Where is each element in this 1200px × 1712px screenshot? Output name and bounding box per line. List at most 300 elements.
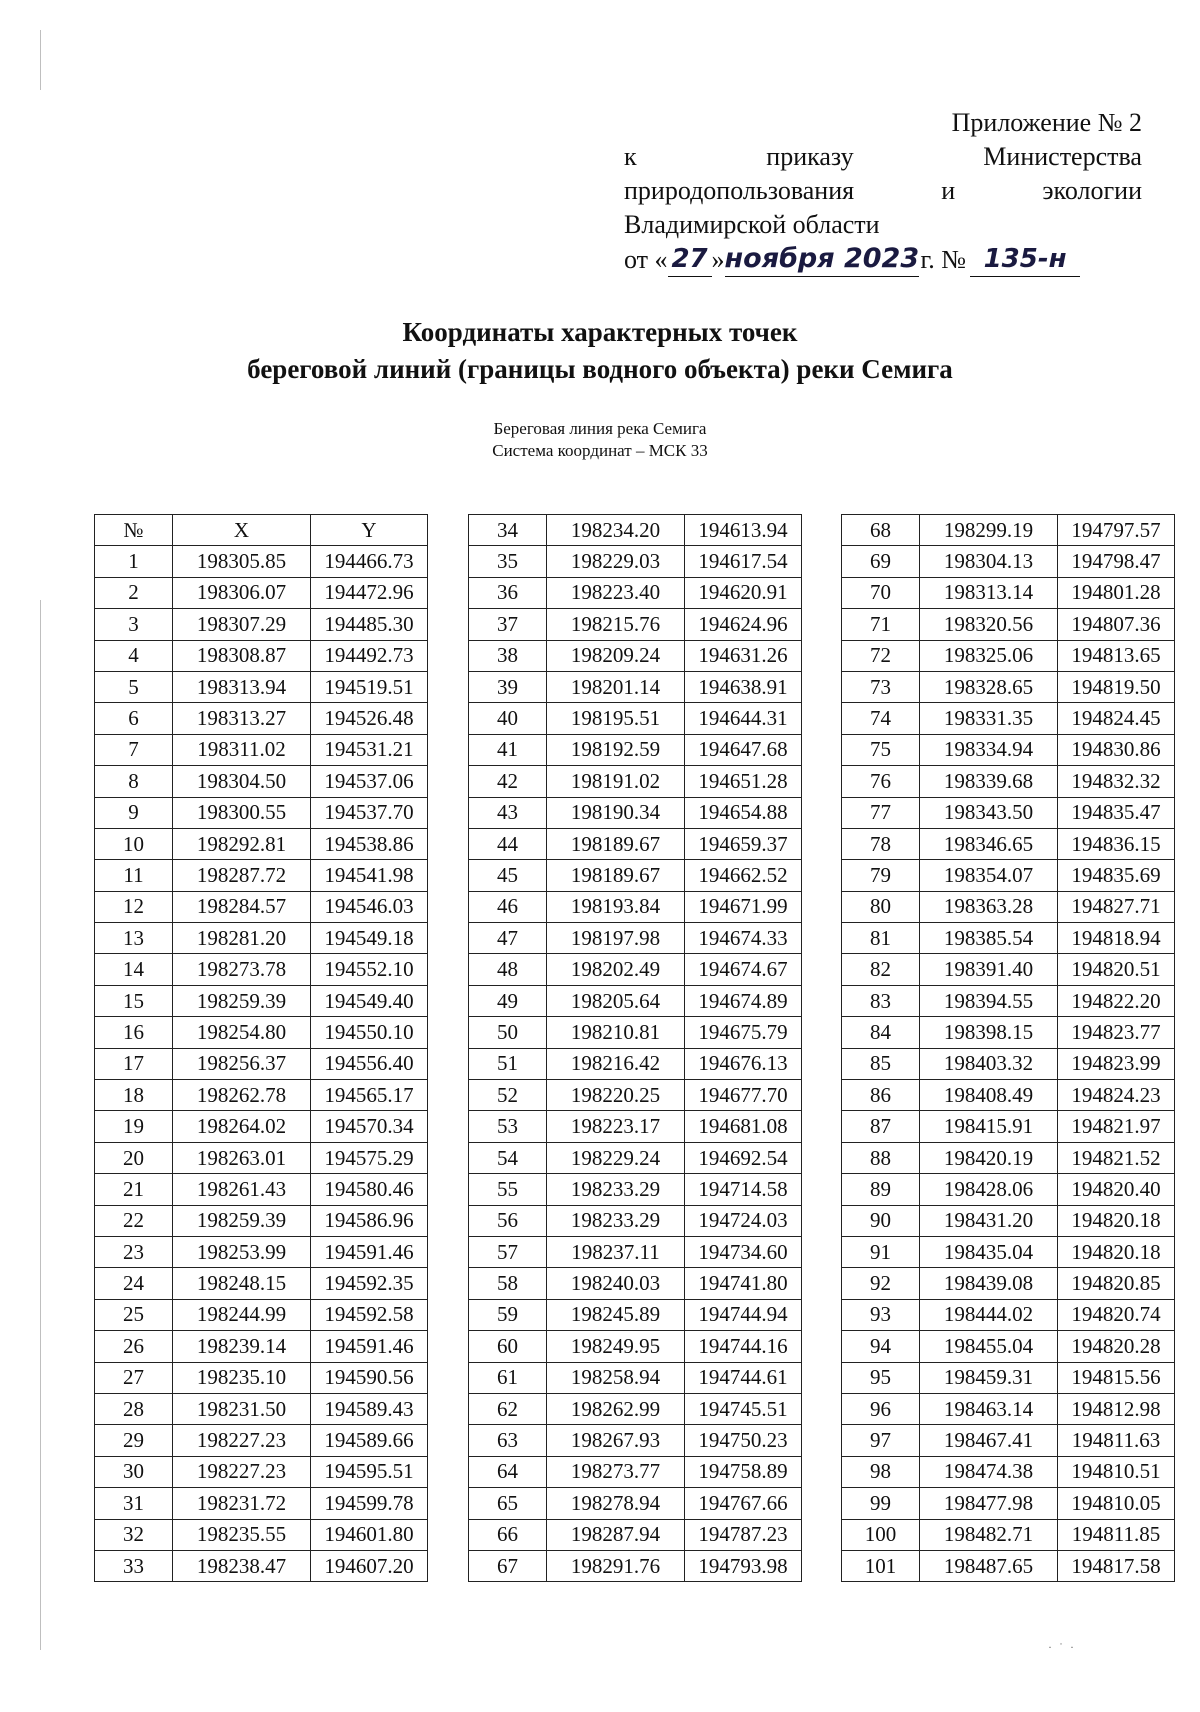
point-number: 9	[95, 797, 173, 828]
x-value: 198339.68	[920, 766, 1058, 797]
point-number: 12	[95, 891, 173, 922]
point-number: 72	[842, 640, 920, 671]
x-value: 198273.78	[173, 954, 311, 985]
point-number: 16	[95, 1017, 173, 1048]
x-value: 198253.99	[173, 1236, 311, 1267]
y-value: 194815.56	[1058, 1362, 1175, 1393]
y-value: 194674.33	[685, 923, 802, 954]
x-value: 198305.85	[173, 546, 311, 577]
y-value: 194677.70	[685, 1080, 802, 1111]
x-value: 198234.20	[547, 515, 685, 546]
table-row	[469, 1331, 802, 1362]
point-number: 62	[469, 1393, 547, 1424]
x-value: 198235.55	[173, 1519, 311, 1550]
x-value: 198463.14	[920, 1393, 1058, 1424]
x-value: 198262.99	[547, 1393, 685, 1424]
x-value: 198231.50	[173, 1393, 311, 1424]
scan-specks: · ˙ ·	[1048, 1640, 1076, 1654]
x-value: 198261.43	[173, 1174, 311, 1205]
point-number: 58	[469, 1268, 547, 1299]
point-number: 68	[842, 515, 920, 546]
coordinates-table-3	[841, 514, 1175, 1582]
point-number: 54	[469, 1142, 547, 1173]
x-value: 198385.54	[920, 923, 1058, 954]
point-number: 53	[469, 1111, 547, 1142]
y-value: 194692.54	[685, 1142, 802, 1173]
x-value: 198304.13	[920, 546, 1058, 577]
x-value: 198477.98	[920, 1488, 1058, 1519]
x-value: 198233.29	[547, 1174, 685, 1205]
table-row	[842, 828, 1175, 859]
point-number: 69	[842, 546, 920, 577]
table-row	[95, 1142, 428, 1173]
table-row	[842, 609, 1175, 640]
point-number: 19	[95, 1111, 173, 1142]
y-value: 194820.51	[1058, 954, 1175, 985]
point-number: 28	[95, 1393, 173, 1424]
point-number: 63	[469, 1425, 547, 1456]
table-row	[842, 1048, 1175, 1079]
y-value: 194821.52	[1058, 1142, 1175, 1173]
y-value: 194595.51	[311, 1456, 428, 1487]
table-row	[842, 1362, 1175, 1393]
x-value: 198420.19	[920, 1142, 1058, 1173]
point-number: 97	[842, 1425, 920, 1456]
table-row	[469, 1017, 802, 1048]
x-value: 198299.19	[920, 515, 1058, 546]
x-value: 198248.15	[173, 1268, 311, 1299]
table-row	[469, 1205, 802, 1236]
table-row	[469, 1048, 802, 1079]
y-value: 194546.03	[311, 891, 428, 922]
y-value: 194818.94	[1058, 923, 1175, 954]
y-value: 194538.86	[311, 828, 428, 859]
x-value: 198428.06	[920, 1174, 1058, 1205]
y-value: 194662.52	[685, 860, 802, 891]
x-value: 198254.80	[173, 1017, 311, 1048]
table-row	[469, 703, 802, 734]
y-value: 194793.98	[685, 1550, 802, 1581]
table-row	[842, 1488, 1175, 1519]
table-row	[842, 985, 1175, 1016]
table-row	[95, 1236, 428, 1267]
y-value: 194811.63	[1058, 1425, 1175, 1456]
point-number: 25	[95, 1299, 173, 1330]
point-number: 51	[469, 1048, 547, 1079]
point-number: 83	[842, 985, 920, 1016]
y-value: 194811.85	[1058, 1519, 1175, 1550]
x-value: 198292.81	[173, 828, 311, 859]
table-row	[842, 1236, 1175, 1267]
y-value: 194671.99	[685, 891, 802, 922]
table-row	[95, 828, 428, 859]
y-value: 194823.99	[1058, 1048, 1175, 1079]
point-number: 90	[842, 1205, 920, 1236]
y-value: 194590.56	[311, 1362, 428, 1393]
table-row	[469, 640, 802, 671]
table-row	[469, 577, 802, 608]
x-value: 198307.29	[173, 609, 311, 640]
point-number: 73	[842, 671, 920, 702]
x-value: 198259.39	[173, 985, 311, 1016]
table-row	[95, 1205, 428, 1236]
point-number: 34	[469, 515, 547, 546]
point-number: 55	[469, 1174, 547, 1205]
table-row	[842, 1519, 1175, 1550]
y-value: 194823.77	[1058, 1017, 1175, 1048]
x-value: 198431.20	[920, 1205, 1058, 1236]
point-number: 41	[469, 734, 547, 765]
point-number: 67	[469, 1550, 547, 1581]
y-value: 194580.46	[311, 1174, 428, 1205]
point-number: 47	[469, 923, 547, 954]
table-row	[95, 609, 428, 640]
y-value: 194821.97	[1058, 1111, 1175, 1142]
x-value: 198229.03	[547, 546, 685, 577]
point-number: 82	[842, 954, 920, 985]
table-row	[842, 546, 1175, 577]
y-value: 194591.46	[311, 1236, 428, 1267]
y-value: 194607.20	[311, 1550, 428, 1581]
x-value: 198190.34	[547, 797, 685, 828]
x-value: 198278.94	[547, 1488, 685, 1519]
y-value: 194741.80	[685, 1268, 802, 1299]
y-value: 194822.20	[1058, 985, 1175, 1016]
point-number: 2	[95, 577, 173, 608]
x-value: 198313.94	[173, 671, 311, 702]
table-row	[469, 985, 802, 1016]
y-value: 194797.57	[1058, 515, 1175, 546]
y-value: 194835.69	[1058, 860, 1175, 891]
x-value: 198444.02	[920, 1299, 1058, 1330]
point-number: 65	[469, 1488, 547, 1519]
table-row	[469, 1488, 802, 1519]
table-row	[842, 515, 1175, 546]
point-number: 32	[95, 1519, 173, 1550]
x-value: 198244.99	[173, 1299, 311, 1330]
y-value: 194531.21	[311, 734, 428, 765]
point-number: 14	[95, 954, 173, 985]
y-value: 194820.28	[1058, 1331, 1175, 1362]
point-number: 84	[842, 1017, 920, 1048]
table-row	[842, 1205, 1175, 1236]
x-value: 198273.77	[547, 1456, 685, 1487]
table-row	[469, 1142, 802, 1173]
y-value: 194681.08	[685, 1111, 802, 1142]
x-value: 198209.24	[547, 640, 685, 671]
x-value: 198262.78	[173, 1080, 311, 1111]
point-number: 50	[469, 1017, 547, 1048]
point-number: 22	[95, 1205, 173, 1236]
x-value: 198231.72	[173, 1488, 311, 1519]
y-value: 194820.74	[1058, 1299, 1175, 1330]
x-value: 198245.89	[547, 1299, 685, 1330]
y-value: 194824.23	[1058, 1080, 1175, 1111]
table-row	[469, 671, 802, 702]
point-number: 87	[842, 1111, 920, 1142]
x-value: 198227.23	[173, 1425, 311, 1456]
point-number: 35	[469, 546, 547, 577]
point-number: 52	[469, 1080, 547, 1111]
table-row	[95, 1111, 428, 1142]
x-value: 198195.51	[547, 703, 685, 734]
x-value: 198191.02	[547, 766, 685, 797]
y-value: 194750.23	[685, 1425, 802, 1456]
table-row	[842, 577, 1175, 608]
point-number: 15	[95, 985, 173, 1016]
x-value: 198193.84	[547, 891, 685, 922]
y-value: 194835.47	[1058, 797, 1175, 828]
x-value: 198354.07	[920, 860, 1058, 891]
scan-edge-mark	[40, 30, 41, 90]
y-value: 194647.68	[685, 734, 802, 765]
x-value: 198259.39	[173, 1205, 311, 1236]
y-value: 194787.23	[685, 1519, 802, 1550]
table-row	[842, 671, 1175, 702]
table-row	[95, 1299, 428, 1330]
table-row	[95, 1519, 428, 1550]
point-number: 60	[469, 1331, 547, 1362]
x-value: 198249.95	[547, 1331, 685, 1362]
y-value: 194820.85	[1058, 1268, 1175, 1299]
table-row	[842, 1299, 1175, 1330]
x-value: 198227.23	[173, 1456, 311, 1487]
table-row	[95, 546, 428, 577]
y-value: 194801.28	[1058, 577, 1175, 608]
table-row	[95, 766, 428, 797]
table-row	[469, 1425, 802, 1456]
header-x: X	[173, 515, 311, 546]
point-number: 89	[842, 1174, 920, 1205]
x-value: 198267.93	[547, 1425, 685, 1456]
point-number: 24	[95, 1268, 173, 1299]
y-value: 194586.96	[311, 1205, 428, 1236]
point-number: 70	[842, 577, 920, 608]
x-value: 198263.01	[173, 1142, 311, 1173]
point-number: 48	[469, 954, 547, 985]
point-number: 46	[469, 891, 547, 922]
table-row	[469, 1519, 802, 1550]
point-number: 5	[95, 671, 173, 702]
table-row	[95, 1048, 428, 1079]
point-number: 96	[842, 1393, 920, 1424]
y-value: 194537.06	[311, 766, 428, 797]
y-value: 194820.40	[1058, 1174, 1175, 1205]
y-value: 194724.03	[685, 1205, 802, 1236]
y-value: 194601.80	[311, 1519, 428, 1550]
y-value: 194807.36	[1058, 609, 1175, 640]
coordinates-table-1	[94, 514, 428, 1582]
table-row	[95, 671, 428, 702]
table-row	[95, 1268, 428, 1299]
point-number: 64	[469, 1456, 547, 1487]
y-value: 194485.30	[311, 609, 428, 640]
x-value: 198334.94	[920, 734, 1058, 765]
x-value: 198197.98	[547, 923, 685, 954]
point-number: 37	[469, 609, 547, 640]
y-value: 194744.61	[685, 1362, 802, 1393]
y-value: 194714.58	[685, 1174, 802, 1205]
y-value: 194541.98	[311, 860, 428, 891]
y-value: 194592.35	[311, 1268, 428, 1299]
point-number: 23	[95, 1236, 173, 1267]
point-number: 40	[469, 703, 547, 734]
point-number: 1	[95, 546, 173, 577]
x-value: 198240.03	[547, 1268, 685, 1299]
point-number: 33	[95, 1550, 173, 1581]
y-value: 194472.96	[311, 577, 428, 608]
table-row	[842, 797, 1175, 828]
point-number: 99	[842, 1488, 920, 1519]
x-value: 198325.06	[920, 640, 1058, 671]
point-number: 61	[469, 1362, 547, 1393]
header-y: Y	[311, 515, 428, 546]
y-value: 194575.29	[311, 1142, 428, 1173]
y-value: 194832.32	[1058, 766, 1175, 797]
y-value: 194810.51	[1058, 1456, 1175, 1487]
table-row	[95, 1425, 428, 1456]
table-row	[95, 985, 428, 1016]
point-number: 75	[842, 734, 920, 765]
point-number: 85	[842, 1048, 920, 1079]
table-row	[469, 891, 802, 922]
point-number: 86	[842, 1080, 920, 1111]
y-value: 194798.47	[1058, 546, 1175, 577]
table-row	[95, 1362, 428, 1393]
y-value: 194674.67	[685, 954, 802, 985]
table-row	[469, 1080, 802, 1111]
point-number: 77	[842, 797, 920, 828]
table-row	[469, 609, 802, 640]
point-number: 39	[469, 671, 547, 702]
table-row	[842, 923, 1175, 954]
table-row	[469, 734, 802, 765]
table-row	[842, 1017, 1175, 1048]
table-row	[842, 640, 1175, 671]
y-value: 194654.88	[685, 797, 802, 828]
table-row	[842, 734, 1175, 765]
point-number: 57	[469, 1236, 547, 1267]
point-number: 49	[469, 985, 547, 1016]
handwritten-day: 27	[668, 242, 712, 277]
point-number: 95	[842, 1362, 920, 1393]
point-number: 11	[95, 860, 173, 891]
point-number: 80	[842, 891, 920, 922]
x-value: 198239.14	[173, 1331, 311, 1362]
point-number: 66	[469, 1519, 547, 1550]
point-number: 8	[95, 766, 173, 797]
x-value: 198192.59	[547, 734, 685, 765]
point-number: 79	[842, 860, 920, 891]
x-value: 198300.55	[173, 797, 311, 828]
point-number: 45	[469, 860, 547, 891]
y-value: 194820.18	[1058, 1205, 1175, 1236]
table-row	[95, 1456, 428, 1487]
x-value: 198398.15	[920, 1017, 1058, 1048]
y-value: 194519.51	[311, 671, 428, 702]
appendix-header	[624, 106, 1142, 277]
x-value: 198455.04	[920, 1331, 1058, 1362]
x-value: 198284.57	[173, 891, 311, 922]
x-value: 198258.94	[547, 1362, 685, 1393]
y-value: 194617.54	[685, 546, 802, 577]
table-row	[469, 828, 802, 859]
y-value: 194549.18	[311, 923, 428, 954]
point-number: 6	[95, 703, 173, 734]
table-row	[95, 923, 428, 954]
y-value: 194812.98	[1058, 1393, 1175, 1424]
x-value: 198415.91	[920, 1111, 1058, 1142]
y-value: 194734.60	[685, 1236, 802, 1267]
order-date-line: от « 27 » ноября 2023 г. № 135-н	[624, 242, 1142, 277]
x-value: 198328.65	[920, 671, 1058, 702]
table-row	[95, 860, 428, 891]
table-row	[469, 1236, 802, 1267]
x-value: 198482.71	[920, 1519, 1058, 1550]
y-value: 194638.91	[685, 671, 802, 702]
y-value: 194674.89	[685, 985, 802, 1016]
table-row	[842, 1425, 1175, 1456]
point-number: 94	[842, 1331, 920, 1362]
y-value: 194767.66	[685, 1488, 802, 1519]
table-row	[469, 1111, 802, 1142]
table-row	[95, 1488, 428, 1519]
point-number: 59	[469, 1299, 547, 1330]
y-value: 194537.70	[311, 797, 428, 828]
point-number: 81	[842, 923, 920, 954]
coordinates-table-2	[468, 514, 802, 1582]
x-value: 198391.40	[920, 954, 1058, 985]
x-value: 198223.17	[547, 1111, 685, 1142]
x-value: 198220.25	[547, 1080, 685, 1111]
point-number: 3	[95, 609, 173, 640]
table-row	[95, 954, 428, 985]
x-value: 198264.02	[173, 1111, 311, 1142]
point-number: 36	[469, 577, 547, 608]
table-row	[469, 546, 802, 577]
x-value: 198237.11	[547, 1236, 685, 1267]
x-value: 198223.40	[547, 577, 685, 608]
y-value: 194836.15	[1058, 828, 1175, 859]
table-row	[469, 860, 802, 891]
table-row	[469, 1393, 802, 1424]
point-number: 4	[95, 640, 173, 671]
point-number: 18	[95, 1080, 173, 1111]
y-value: 194675.79	[685, 1017, 802, 1048]
point-number: 100	[842, 1519, 920, 1550]
point-number: 31	[95, 1488, 173, 1519]
table-row	[469, 1268, 802, 1299]
x-value: 198229.24	[547, 1142, 685, 1173]
x-value: 198291.76	[547, 1550, 685, 1581]
table-row	[95, 1550, 428, 1581]
x-value: 198235.10	[173, 1362, 311, 1393]
y-value: 194526.48	[311, 703, 428, 734]
y-value: 194492.73	[311, 640, 428, 671]
y-value: 194591.46	[311, 1331, 428, 1362]
y-value: 194589.66	[311, 1425, 428, 1456]
table-row	[95, 891, 428, 922]
table-row	[95, 577, 428, 608]
x-value: 198308.87	[173, 640, 311, 671]
table-row	[95, 1017, 428, 1048]
y-value: 194659.37	[685, 828, 802, 859]
point-number: 17	[95, 1048, 173, 1079]
point-number: 92	[842, 1268, 920, 1299]
y-value: 194745.51	[685, 1393, 802, 1424]
appendix-line-3: природопользования и экологии	[624, 176, 1142, 205]
y-value: 194817.58	[1058, 1550, 1175, 1581]
